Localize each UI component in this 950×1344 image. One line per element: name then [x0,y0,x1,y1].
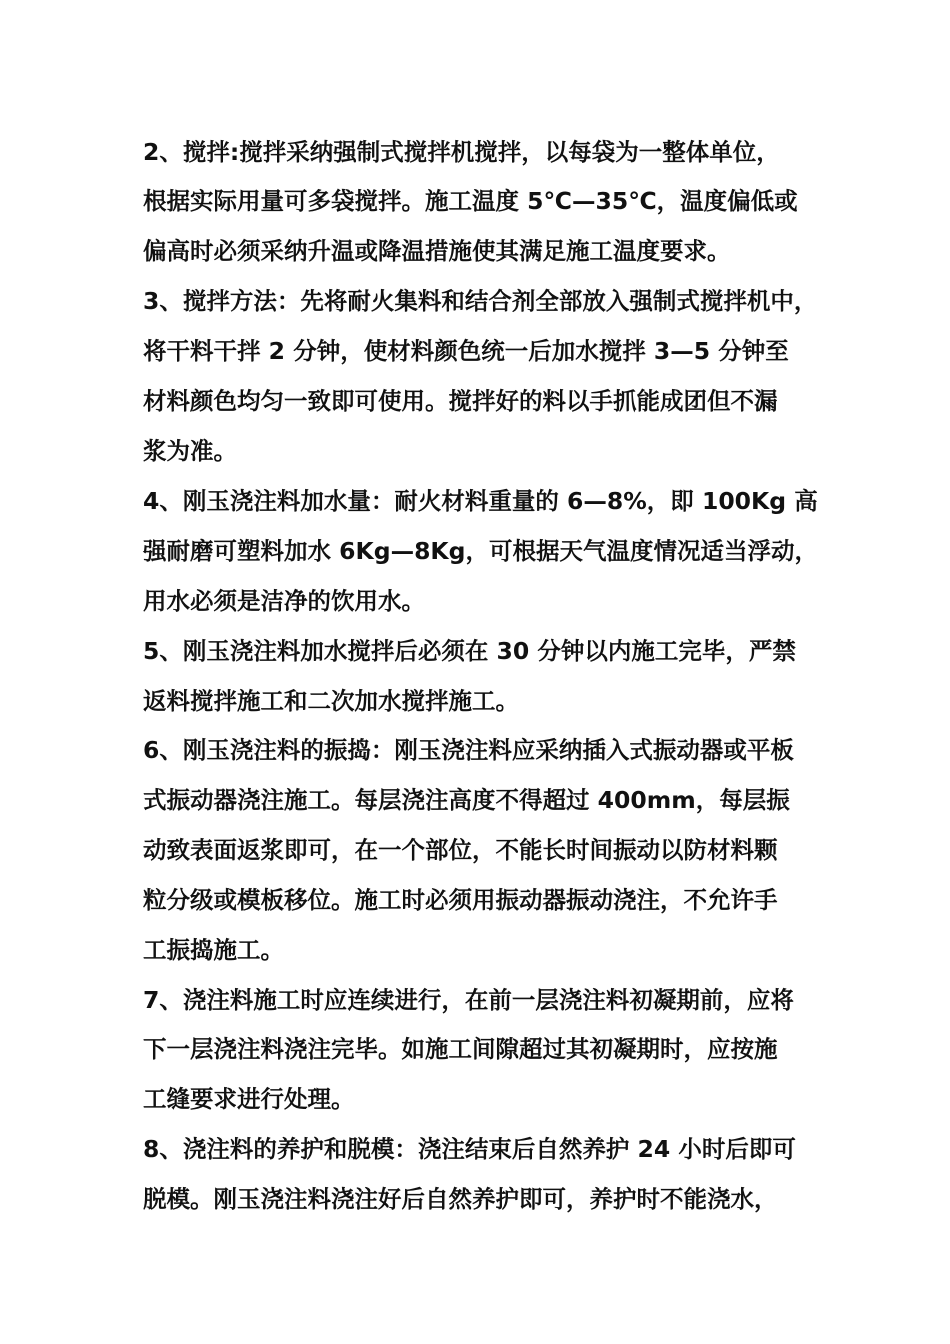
text-line: 3、搅拌方法：先将耐火集料和结合剂全部放入强制式搅拌机中， [143,287,818,315]
text-line: 工缝要求进行处理。 [143,1085,355,1113]
text-line: 用水必须是洁净的饮用水。 [143,587,425,615]
text-line: 浆为准。 [143,437,237,465]
text-line: 粒分级或模板移位。施工时必须用振动器振动浇注，不允许手 [143,886,778,914]
text-line: 2、搅拌:搅拌采纳强制式搅拌机搅拌，以每袋为一整体单位， [143,138,780,166]
text-line: 根据实际用量可多袋搅拌。施工温度 5℃—35℃，温度偏低或 [143,187,798,215]
text-line: 5、刚玉浇注料加水搅拌后必须在 30 分钟以内施工完毕，严禁 [143,637,796,665]
text-line: 动致表面返浆即可，在一个部位，不能长时间振动以防材料颗 [143,836,778,864]
text-line: 6、刚玉浇注料的振捣：刚玉浇注料应采纳插入式振动器或平板 [143,736,794,764]
text-line: 4、刚玉浇注料加水量：耐火材料重量的 6—8%，即 100Kg 高 [143,487,818,515]
text-line: 偏高时必须采纳升温或降温措施使其满足施工温度要求。 [143,237,731,265]
text-line: 材料颜色均匀一致即可使用。搅拌好的料以手抓能成团但不漏 [143,387,778,415]
text-line: 7、浇注料施工时应连续进行，在前一层浇注料初凝期前，应将 [143,986,794,1014]
text-line: 将干料干拌 2 分钟，使材料颜色统一后加水搅拌 3—5 分钟至 [143,337,789,365]
text-line: 8、浇注料的养护和脱模：浇注结束后自然养护 24 小时后即可 [143,1135,796,1163]
text-line: 下一层浇注料浇注完毕。如施工间隙超过其初凝期时，应按施 [143,1035,778,1063]
text-line: 脱模。刚玉浇注料浇注好后自然养护即可，养护时不能浇水， [143,1185,778,1213]
text-line: 返料搅拌施工和二次加水搅拌施工。 [143,687,519,715]
text-line: 强耐磨可塑料加水 6Kg—8Kg，可根据天气温度情况适当浮动， [143,537,818,565]
text-line: 式振动器浇注施工。每层浇注高度不得超过 400mm，每层振 [143,786,790,814]
text-line: 工振捣施工。 [143,936,284,964]
